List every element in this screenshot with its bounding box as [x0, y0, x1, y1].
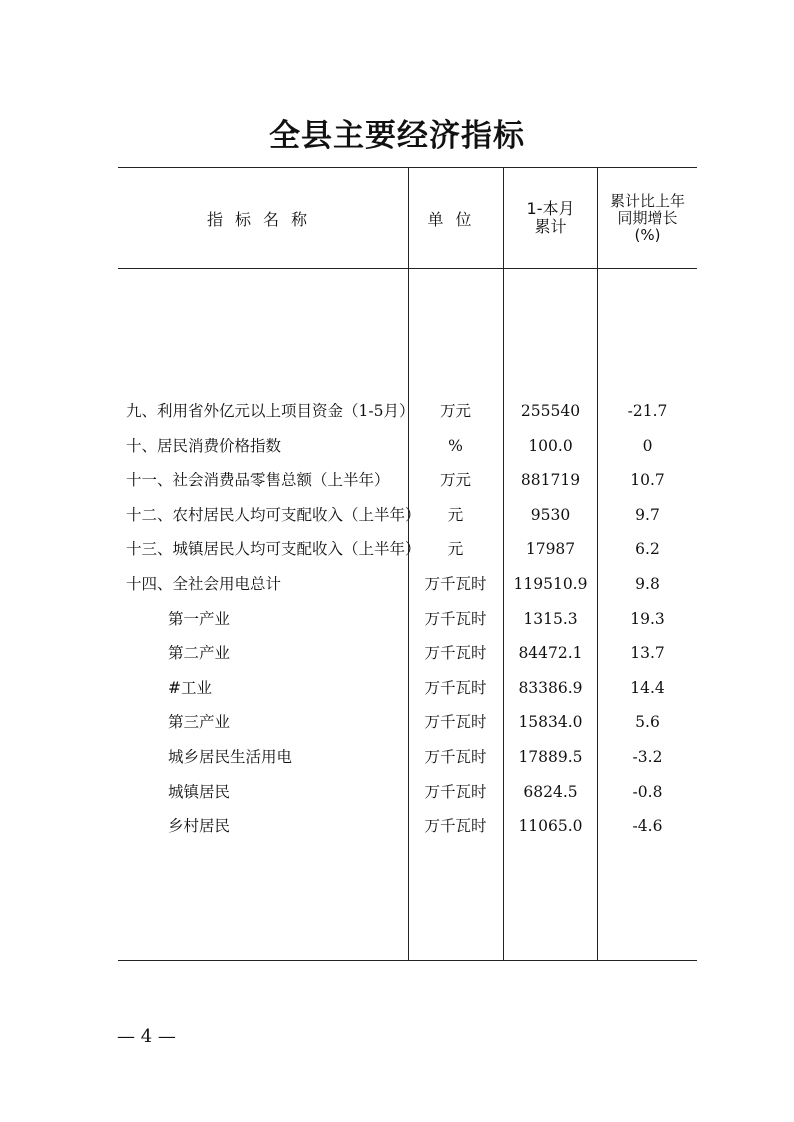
header-unit: 单位: [427, 209, 484, 229]
header-growth-line3: (%): [634, 225, 661, 244]
row-unit: 万千瓦时: [424, 782, 487, 801]
row-value: 17987: [525, 540, 576, 559]
table-row: [118, 429, 697, 464]
row-value: 255540: [520, 402, 581, 420]
row-name: 第一产业: [168, 609, 231, 628]
row-unit: 万千瓦时: [424, 678, 487, 697]
row-value: 15834.0: [518, 713, 583, 732]
row-unit: 元: [447, 540, 464, 559]
row-value: 100.0: [528, 436, 573, 455]
row-value: 9530: [530, 505, 571, 524]
row-growth: -0.8: [632, 782, 663, 801]
header-indicator-name: 指标名称: [206, 209, 319, 229]
table-row: [118, 463, 697, 498]
row-unit: 万千瓦时: [424, 713, 487, 732]
row-growth: 10.7: [630, 471, 665, 490]
row-growth: 13.7: [630, 644, 665, 663]
row-name: 城镇居民: [168, 782, 231, 801]
row-unit: %: [448, 436, 463, 455]
row-unit: 万千瓦时: [424, 747, 487, 766]
row-value: 11065.0: [518, 817, 583, 836]
table-body: [118, 394, 697, 844]
row-name: 十三、城镇居民人均可支配收入（上半年）: [126, 540, 421, 559]
table-row: [118, 636, 697, 671]
table-row: [118, 567, 697, 602]
row-name: 第三产业: [168, 713, 231, 732]
header-cumulative-line2: 累计: [534, 217, 567, 236]
row-name: 乡村居民: [168, 817, 231, 836]
row-growth: -3.2: [632, 747, 663, 766]
header-growth-line1: 累计比上年: [609, 191, 685, 210]
row-growth: -4.6: [632, 817, 663, 836]
header-growth-line2: 同期增长: [617, 208, 678, 227]
row-growth: 0: [642, 436, 653, 455]
table-row: [118, 740, 697, 775]
row-unit: 万千瓦时: [424, 574, 487, 593]
row-name: 城乡居民生活用电: [168, 747, 293, 766]
row-name: 十二、农村居民人均可支配收入（上半年）: [126, 505, 421, 524]
row-unit: 万千瓦时: [424, 644, 487, 663]
header-growth: [598, 168, 697, 268]
row-growth: 9.7: [635, 505, 660, 524]
row-unit: 万千瓦时: [424, 817, 487, 836]
row-value: 1315.3: [523, 609, 578, 628]
page-number: — 4 —: [117, 1026, 176, 1047]
row-value: 119510.9: [513, 574, 588, 593]
table-row: [118, 705, 697, 740]
row-unit: 元: [447, 505, 464, 524]
row-value: 6824.5: [523, 782, 578, 801]
row-unit: 万千瓦时: [424, 609, 487, 628]
row-growth: -21.7: [627, 402, 668, 420]
row-name: 第二产业: [168, 644, 231, 663]
row-unit: 万元: [439, 402, 471, 420]
row-value: 84472.1: [518, 644, 583, 663]
table-row: [118, 809, 697, 844]
row-name: 十一、社会消费品零售总额（上半年）: [126, 471, 390, 490]
row-growth: 9.8: [635, 574, 660, 593]
table-row: [118, 602, 697, 637]
row-unit: 万元: [439, 471, 471, 490]
table-row: [118, 394, 697, 429]
page-title: 全县主要经济指标: [269, 118, 525, 154]
table-row: [118, 671, 697, 706]
table-bottom-border: [118, 960, 697, 961]
row-value: 881719: [520, 471, 581, 490]
row-growth: 5.6: [635, 713, 660, 732]
table-row: [118, 498, 697, 533]
row-growth: 14.4: [630, 678, 665, 697]
table-row: [118, 775, 697, 810]
row-growth: 6.2: [635, 540, 660, 559]
row-name: 十四、全社会用电总计: [126, 574, 282, 593]
row-growth: 19.3: [630, 609, 665, 628]
row-name: 十、居民消费价格指数: [126, 436, 282, 455]
row-value: 17889.5: [518, 747, 583, 766]
header-cumulative: [503, 168, 598, 268]
table-row: [118, 532, 697, 567]
header-cumulative-line1: 1-本月: [526, 199, 575, 218]
row-name: #工业: [168, 678, 212, 697]
row-value: 83386.9: [518, 678, 583, 697]
row-name: 九、利用省外亿元以上项目资金（1-5月）: [126, 402, 415, 420]
